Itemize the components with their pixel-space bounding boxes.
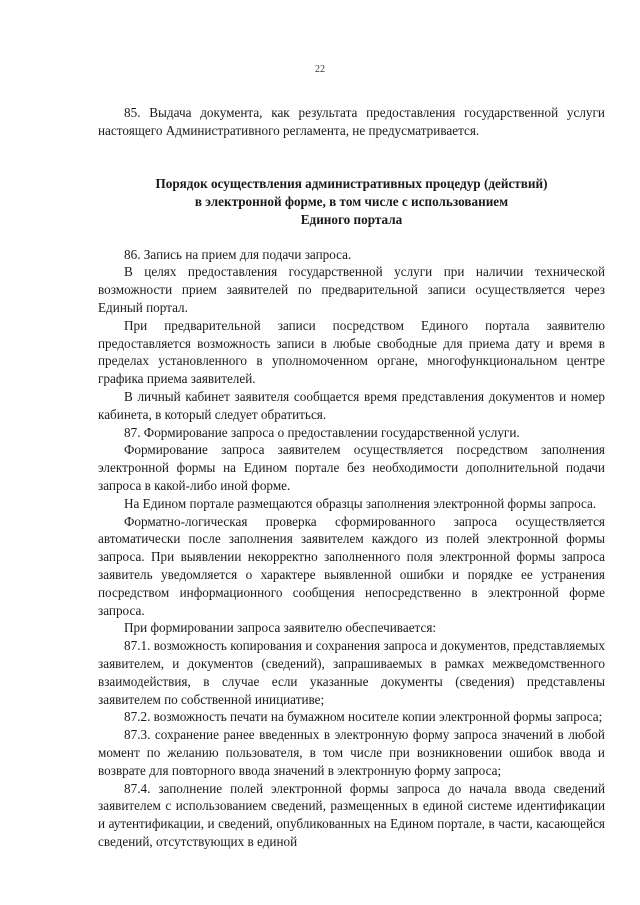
paragraph-85: 85. Выдача документа, как результата предоставления государственной услуги настоящего Административного регламента, не предусматривается. bbox=[98, 105, 605, 138]
section-heading bbox=[98, 175, 605, 229]
paragraph-86-cabinet-notice: В личный кабинет заявителя сообщается время представления документов и номер кабинета, в который следует обратиться. bbox=[98, 388, 605, 422]
paragraph-87-1: 87.1. возможность копирования и сохранения запроса и документов, представляемых заявителем, и документов (сведений), запрашиваемых в рамках межведомственного взаимодействия, в случае если указанные документы (сведения) представлены заявителем по собственной инициативе; bbox=[98, 638, 605, 707]
paragraph-87-samples: На Едином портале размещаются образцы заполнения электронной формы запроса. bbox=[124, 495, 597, 511]
document-body bbox=[98, 104, 605, 851]
paragraph-87-form-filling: Формирование запроса заявителем осуществляется посредством заполнения электронной формы на Едином портале без необходимости дополнительной подачи запроса в какой-либо иной форме. bbox=[98, 442, 605, 493]
paragraph-87-2: 87.2. возможность печати на бумажном носителе копии электронной формы запроса; bbox=[124, 709, 603, 725]
paragraph-87-4: 87.4. заполнение полей электронной формы запроса до начала ввода сведений заявителем с использованием сведений, размещенных в единой системе идентификации и аутентификации, и сведений, опубликованных на Едином портале, в части, касающейся сведений, отсутствующих в единой bbox=[98, 780, 605, 849]
paragraph-87-provisions-intro: При формировании запроса заявителю обеспечивается: bbox=[124, 620, 437, 636]
section-heading-line-1: Порядок осуществления административных процедур (действий) bbox=[155, 175, 548, 191]
section-heading-line-2: в электронной форме, в том числе с использованием bbox=[194, 193, 509, 209]
section-heading-line-3: Единого портала bbox=[300, 211, 403, 227]
paragraph-86-booking-options: При предварительной записи посредством Единого портала заявителю предоставляется возможность записи в любые свободные для приема дату и время в пределах установленного в уполномоченном органе, многофункциональном центре графика приема заявителей. bbox=[98, 317, 605, 387]
paragraph-86-online-booking: В целях предоставления государственной услуги при наличии технической возможности прием заявителей по предварительной записи осуществляется через Единый портал. bbox=[98, 264, 605, 315]
paragraph-87-title: 87. Формирование запроса о предоставлении государственной услуги. bbox=[124, 424, 520, 440]
paragraph-86-title: 86. Запись на прием для подачи запроса. bbox=[124, 246, 352, 262]
paragraph-87-3: 87.3. сохранение ранее введенных в электронную форму запроса значений в любой момент по желанию пользователя, в том числе при возникновении ошибок ввода и возврате для повторного ввода значений в электронную форму запроса; bbox=[98, 727, 605, 778]
paragraph-87-validation: Форматно-логическая проверка сформированного запроса осуществляется автоматически после заполнения заявителем каждого из полей электронной формы запроса. При выявлении некорректно заполненного поля электронной формы запроса заявитель уведомляется о характере выявленной ошибки и порядке ее устранения посредством информационного сообщения непосредственно в электронной форме запроса. bbox=[98, 513, 605, 618]
page-number: 22 bbox=[315, 64, 325, 75]
